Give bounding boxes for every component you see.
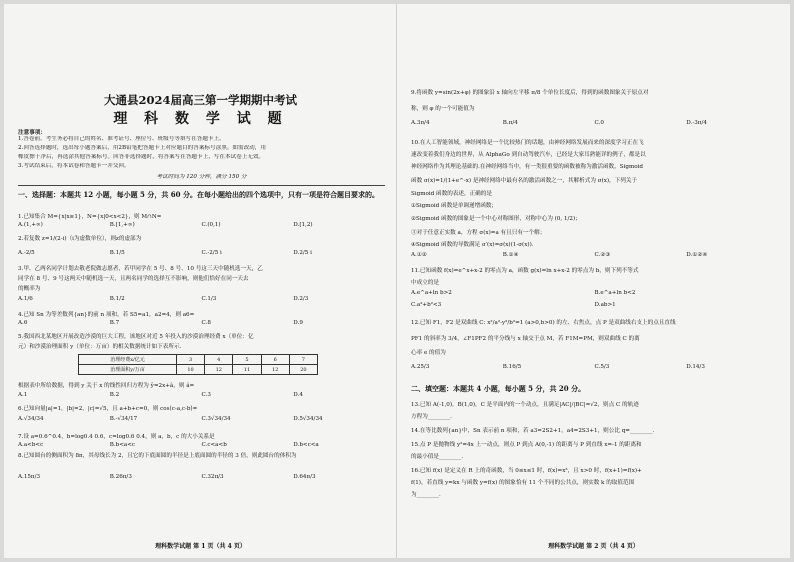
- question-10-line-4: 函数 σ(x)=1/(1+e^-x) 是神经网络中最有名的激活函数之一，其解析式为 σ(x)，下列关于: [411, 178, 638, 184]
- option: A.a<b<c: [18, 442, 44, 448]
- option: B.-√34/17: [109, 416, 138, 422]
- table-cell: 12: [261, 365, 289, 375]
- option: B.①④: [502, 252, 519, 258]
- exam-sheet: [4, 4, 790, 558]
- notice-divider: [18, 185, 385, 186]
- option: C.5/3: [594, 364, 610, 370]
- option: A.6: [18, 320, 28, 326]
- option: C.3√34/34: [201, 416, 231, 422]
- question-10-line-3: 神经网络作为其理论基础的.在神经网络当中，有一类很重要的函数被称为激活函数，Sigmoid: [411, 164, 643, 170]
- option: A.15π/3: [18, 474, 41, 480]
- question-16-line-2: f(1)，若直线 y=kx 与函数 y=f(x) 的图象恰有 11 个不同的公共点，则实数 k 的取值范围: [411, 480, 635, 486]
- option: B.b<a<c: [109, 442, 136, 448]
- page-2-footer: 理科数学试题 第 2 页（共 4 页）: [548, 543, 639, 550]
- option: B.1/5: [109, 250, 125, 256]
- option: D.2/5 i: [293, 250, 312, 256]
- question-10-item-3: ③对于任意正实数 a，方程 σ(x)=a 有且只有一个解；: [411, 230, 546, 236]
- question-5-line-3: 根据表中所给数据，得到 y 关于 x 的线性回归方程为 ŷ=2x+â，则 â=: [18, 383, 195, 389]
- option: D.9: [293, 320, 303, 326]
- data-table: [78, 354, 318, 375]
- option: C.32π/3: [201, 474, 224, 480]
- notice-line-4: 3.考试结束后，将本试卷和答题卡一并交回。: [18, 163, 130, 169]
- exam-subject: 理 科 数 学 试 题: [113, 111, 288, 127]
- option: D.b<c<a: [293, 442, 319, 448]
- option: C.3: [201, 392, 211, 398]
- question-3-line-3: 的概率为: [18, 286, 41, 292]
- question-3-line-1: 3.甲、乙两名同学计划去敬老院做志愿者，若甲同学在 5 号、8 号、10 号这三天中随机选一天，乙: [18, 266, 263, 272]
- question-7-options: [18, 442, 385, 448]
- question-2-options: [18, 250, 385, 256]
- option: A.(1,+∞): [18, 222, 43, 228]
- question-3-line-2: 同学在 8 号、9 号这两天中随机选一天，且两名同学的选择互不影响，则他们恰好在同一天去: [18, 276, 249, 282]
- question-5-options: [18, 392, 385, 398]
- table-cell: 10: [176, 365, 204, 375]
- question-7: 7.设 a=0.6^0.4，b=log0.4 0.6，c=log0.6 0.4，则 a，b，c 的大小关系是: [18, 434, 215, 440]
- option: D.①②④: [686, 252, 708, 258]
- option: A.1: [18, 392, 28, 398]
- section-1-heading: 一、选择题：本题共 12 小题，每小题 5 分，共 60 分。在每小题给出的四个选项中，只有一项是符合题目要求的。: [18, 190, 379, 199]
- option: D.4: [293, 392, 303, 398]
- notice-line-3: 橡皮擦干净后，再选涂其他答案标号。回答非选择题时，将答案写在答题卡上，写在本试卷上无效。: [18, 154, 265, 160]
- question-9-options: [411, 120, 778, 126]
- option: D.5√34/34: [293, 416, 323, 422]
- table-cell: 20: [289, 365, 317, 375]
- option: C.②③: [594, 252, 611, 258]
- question-1: 1.已知集合 M={x|x≥1}，N={x|0<x<2}，则 M∩N=: [18, 214, 162, 220]
- option: A.25/3: [411, 364, 430, 370]
- question-12-line-2: PF1 的斜率为 3/4，∠F1PF2 的平分线与 x 轴交于点 M，若 F1M=PM，则双曲线 C 的离: [411, 336, 640, 342]
- question-13-line-1: 13.已知 A(-1,0)，B(1,0)，C 是平面内的一个动点，且满足|AC|/|BC|=√2，则点 C 的轨迹: [411, 402, 639, 408]
- question-14: 14.在等比数列{an}中，Sn 表示前 n 项和，若 a3=2S2+1，a4=2S3+1，则公比 q=________.: [411, 428, 655, 434]
- question-2: 2.若复数 z=1/(2-i)（i为虚数单位），则z的虚部为: [18, 236, 142, 242]
- question-4-options: [18, 320, 385, 326]
- question-11-options-a: [411, 290, 778, 296]
- table-cell: 3: [176, 355, 204, 365]
- exam-time: 考试时间为 120 分钟，满分 150 分: [156, 174, 247, 180]
- question-11-line-2: 中成立的是: [411, 280, 439, 286]
- question-11-options-b: [411, 302, 778, 308]
- question-12-line-3: 心率 e 的值为: [411, 350, 446, 356]
- question-10-item-1: ①Sigmoid 函数是单调递增函数；: [411, 203, 497, 209]
- question-10-item-2: ②Sigmoid 函数的图象是一个中心对称图形，对称中心为 (0, 1/2)；: [411, 216, 581, 222]
- question-1-options: [18, 222, 385, 228]
- question-15-line-1: 15.点 P 是抛物线 y²=4x 上一动点，则点 P 到点 A(0,-1) 的距离与 P 到直线 x=-1 的距离和: [411, 442, 642, 448]
- table-cell: 11: [233, 365, 261, 375]
- question-5-line-1: 5.我国西北某地区开展改造沙漠的巨大工程，该地区对近 5 年投入的沙漠治理经费 x（单位：亿: [18, 334, 254, 340]
- question-8-options: [18, 474, 385, 480]
- table-cell: 7: [289, 355, 317, 365]
- table-cell: 5: [233, 355, 261, 365]
- question-6-options: [18, 416, 385, 422]
- question-12-line-1: 12.已知 F1，F2 是双曲线 C: x²/a²-y²/b²=1 (a>0,b>0) 的左、右焦点，点 P 是双曲线右支上的点且直线: [411, 320, 676, 326]
- question-6: 6.已知向量|a|=1，|b|=2，|c|=√5，且 a+b+c=0，则 cos⟨c-a,c-b⟩=: [18, 406, 198, 412]
- question-11-line-1: 11.已知函数 f(x)=e^x+x-2 的零点为 a，函数 g(x)=ln x+x-2 的零点为 b，则下列不等式: [411, 268, 639, 274]
- option: B.e^a+ln b<2: [594, 290, 636, 296]
- option: A.①②: [411, 252, 427, 258]
- exam-title: 大通县2024届高三第一学期期中考试: [103, 93, 297, 107]
- question-10-options: [411, 252, 778, 258]
- question-5-line-2: 元）和沙漠治理面积 y（单位：万亩）的相关数据统计如下表所示.: [18, 344, 182, 350]
- option: D.2/3: [293, 296, 309, 302]
- option: C.8: [201, 320, 211, 326]
- option: A.e^a+ln b>2: [411, 290, 452, 296]
- question-10-item-4: ④Sigmoid 函数的导数满足 σ′(x)=σ(x)(1-σ(x)).: [411, 242, 534, 248]
- option: B.7: [109, 320, 120, 326]
- notice-line-1: 1.答卷前，考生务必将自己的姓名、准考证号、座位号、班级号等填写在答题卡上。: [18, 136, 225, 142]
- option: D.-3π/4: [686, 120, 707, 126]
- question-8: 8.已知圆台的侧面积为 8π，其母线长为 2，且它的下底面圆的半径是上底面圆的半径的 3 倍，则此圆台的体积为: [18, 453, 297, 459]
- option: C.a²+b²<3: [411, 302, 442, 308]
- question-13-line-2: 方程为________.: [411, 414, 452, 420]
- section-2-heading: 二、填空题：本题共 4 小题，每小题 5 分，共 20 分。: [411, 384, 586, 393]
- page-2: [397, 4, 790, 558]
- question-16-line-1: 16.已知 f(x) 是定义在 R 上的奇函数，当 0≤x≤1 时，f(x)=x³，且 x>0 时，f(x+1)=f(x)+: [411, 468, 642, 474]
- question-16-line-3: 为________.: [411, 492, 441, 498]
- question-3-options: [18, 296, 385, 302]
- table-cell: 4: [205, 355, 233, 365]
- option: D.[1,2): [293, 222, 313, 228]
- option: D.ab>1: [594, 302, 616, 308]
- table-row: [79, 365, 318, 375]
- option: B.π/4: [502, 120, 518, 126]
- option: D.64π/3: [293, 474, 316, 480]
- option: B.26π/3: [109, 474, 132, 480]
- page-1-footer: 理科数学试题 第 1 页（共 4 页）: [155, 543, 246, 550]
- option: B.[1,+∞): [109, 222, 135, 228]
- option: C.(0,1): [201, 222, 221, 228]
- option: A.-2/5: [18, 250, 35, 256]
- notice-line-2: 2.回答选择题时，选出每小题答案后，用2B铅笔把答题卡上对应题目的答案标号涂黑。如需改动，用: [18, 145, 266, 151]
- option: D.14/3: [686, 364, 705, 370]
- table-row: [79, 355, 318, 365]
- option: B.2: [109, 392, 120, 398]
- question-4: 4.已知 Sn 为等差数列{an}的前 n 项和，若 S5=a1，a2=4，则 a6=: [18, 312, 195, 318]
- option: C.1/3: [201, 296, 217, 302]
- table-cell: 6: [261, 355, 289, 365]
- option: C.c<a<b: [201, 442, 227, 448]
- question-12-options: [411, 364, 778, 370]
- question-9-line-2: 称，则 φ 的一个可能值为: [411, 106, 475, 112]
- question-15-line-2: 的最小值是________.: [411, 454, 464, 460]
- question-9-line-1: 9.将函数 y=sin(2x+φ) 的图象沿 x 轴向左平移 π/8 个单位长度后，得到的函数图象关于原点对: [411, 90, 649, 96]
- option: A.3π/4: [411, 120, 430, 126]
- option: A.√34/34: [18, 416, 44, 422]
- page-1: [4, 4, 397, 558]
- table-cell: 治理经费x/亿元: [79, 355, 177, 365]
- option: B.1/2: [109, 296, 125, 302]
- option: C.0: [594, 120, 604, 126]
- option: B.16/5: [502, 364, 522, 370]
- question-10-line-5: Sigmoid 函数的表述，正确的是: [411, 191, 492, 197]
- question-10-line-2: 速改变着我们身边的世界，从 AlphaGo 到自动驾驶汽车，已经是大家耳熟能详的例子，都是以: [411, 152, 646, 158]
- notice-heading: 注意事项：: [18, 130, 46, 136]
- option: C.-2/5 i: [201, 250, 222, 256]
- table-cell: 12: [205, 365, 233, 375]
- table-cell: 治理面积y/万亩: [79, 365, 177, 375]
- question-10-line-1: 10.在人工智能领域，神经网络是一个比较热门的话题，由神经网络发展而来的深度学习正在飞: [411, 140, 644, 146]
- option: A.1/6: [18, 296, 33, 302]
